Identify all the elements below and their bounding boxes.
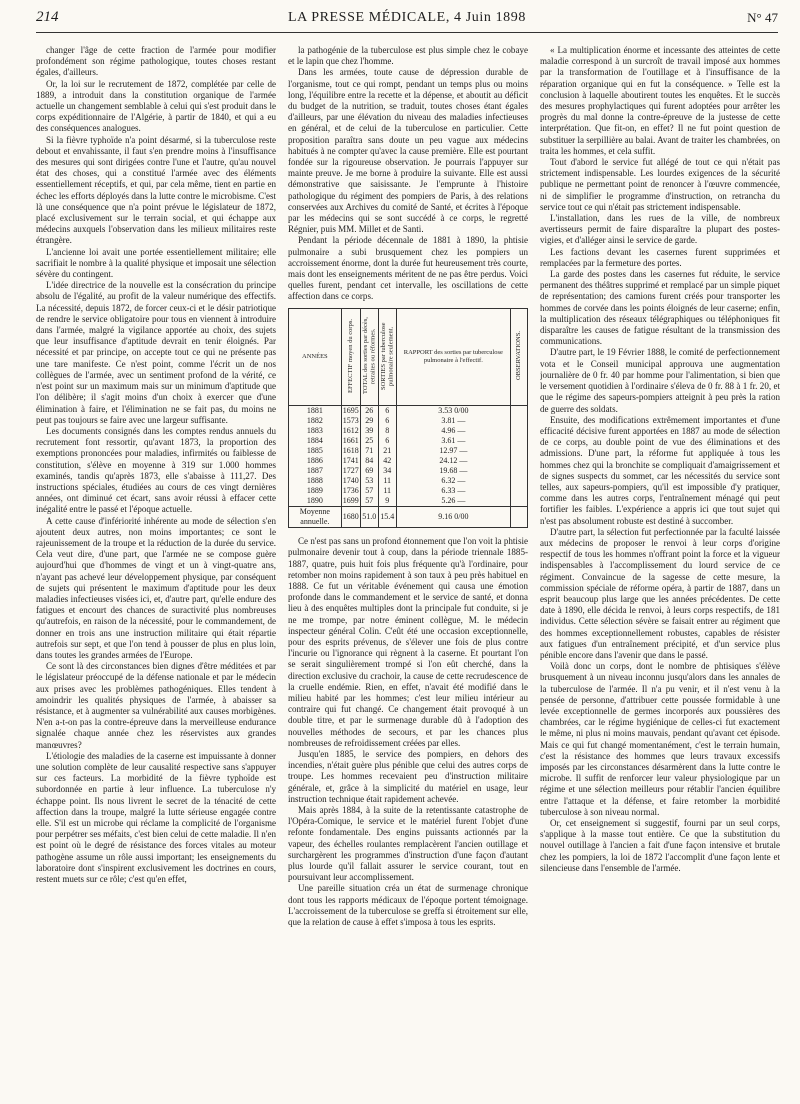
table-cell: 1727 [342,466,359,476]
table-cell: 1881 [289,406,342,417]
table-header-label: TOTAL des sorties par décès, retraites ou réformes. [361,317,377,395]
table-header-label: ANNÉES [302,353,328,361]
table-header-cell [396,308,510,406]
table-cell: 1573 [342,416,359,426]
table-cell: 11 [378,486,396,496]
paragraph: Or, cet enseignement si suggestif, fourni par un seul corps, s'applique à la masse tout entière. Ce que la substitution du nouvel outillage à l'ancien a fait d'une façon intensive et brutale chez les pompiers, la loi de 1872 l'accomplit d'une façon lente et silencieuse dans l'ensemble de l'armée. [540,818,780,873]
table-footer-cell: 51.0 [360,507,378,528]
paragraph: D'autre part, la sélection fut perfectionnée par la faculté laissée aux médecins de proposer le renvoi à leur corps d'origine respectif de tous les hommes n'offrant point la force et la vigueur indispensables à l'accomplissement du lourd service de ce régiment. Convaincue de la sagesse de cette mesure, la commission spéciale de réforme opéra, à partir de 1887, dans un esprit beaucoup plus large que les années précédentes. De cette date à 1890, elle décida le renvoi, à leurs corps respectifs, de 181 individus. Cette sélection sévère se faisait entrer au régiment que des hommes exceptionnellement robustes, capables de résister aux fatigues d'un entraînement précipité, et d'un service plus pénible encore dans l'avenir que dans le passé. [540,526,780,660]
table-row [289,436,528,446]
table-row [289,486,528,496]
table-cell: 39 [360,426,378,436]
table-cell [511,496,528,507]
page-number: 214 [36,9,59,25]
table-cell: 3.61 — [396,436,510,446]
table-cell: 1618 [342,446,359,456]
table-cell: 1889 [289,486,342,496]
table-footer-cell: 1680 [341,507,360,528]
table-header-label: RAPPORT des sorties par tuberculose pulmonaire à l'effectif. [403,349,503,364]
paragraph: Une pareille situation créa un état de surmenage chronique dont tous les rapports médicaux de l'époque portent témoignage. L'accroissement de la tuberculose se greffa si étroitement sur elle, que la relation de cause à effet s'imposa à tous les esprits. [288,883,528,928]
table-body [289,406,528,507]
paragraph: D'autre part, le 19 Février 1888, le comité de perfectionnement vota et le Conseil municipal approuva une augmentation journalière de 0 fr. 40 par homme pour l'alimentation, si bien que le versement quotidien à l'ordinaire s'éleva de 0 fr. 88 à 1 fr. 20, et que le régime des sapeurs-pompiers atteignit à peu près la ration de guerre des soldats. [540,347,780,414]
table-cell: 4.96 — [396,426,510,436]
table-header-label: OBSERVATIONS. [515,331,523,381]
table-cell: 1886 [289,456,342,466]
table-row [289,456,528,466]
table-cell: 1612 [342,426,359,436]
paragraph: Voilà donc un corps, dont le nombre de phtisiques s'élève brusquement à un niveau inconnu jusqu'alors dans les annales de la tuberculose de l'armée. Il n'a pu venir, et il n'est venu à la pensée de personne, d'attribuer cette poussée formidable à une levée exceptionnelle de germes incorporés aux poussières des chambrées, car le régime hygiénique de celles-ci fut exactement le même, ni plus ni moins mauvais, pendant qu'avant cet épisode. Mais ce qui fut changé momentanément, c'est le terrain humain, c'est la résistance des hommes que leurs travaux excessifs imposés par les circonstances désarmèrent dans la lutte contre le microbe. Il suffit de renforcer leur valeur physiologique par un régime et une sélection meilleurs pour rétablir l'ancien équilibre entre l'attaque et la défense, et faire retomber la morbidité tuberculose à son niveau normal. [540,661,780,817]
table-cell [511,406,528,417]
column-2 [288,45,528,1095]
table-cell [511,476,528,486]
table-cell: 1741 [342,456,359,466]
table-footer-cell [511,507,528,528]
column-2-before-table [288,45,528,303]
table-cell: 1882 [289,416,342,426]
table-cell: 1740 [342,476,359,486]
table-cell: 1884 [289,436,342,446]
paragraph: Dans les armées, toute cause de dépression durable de l'organisme, tout ce qui rompt, pendant un temps plus ou moins long, l'équilibre entre la recette et la dépense, et aboutit au déficit du budget de la nutrition, se traduit, toutes choses étant égales d'ailleurs, par une élévation du niveau des maladies infectieuses en général, et de celui de la tuberculose en particulier. Cette proposition paraîtra sans doute un peu vague aux médecins habitués à ne compter qu'avec la cause première. Elle est pourtant fondée sur la rigoureuse observation. Je pourrais l'appuyer sur mainte preuve. Je me borne à produire la suivante. Elle est aussi démonstrative que saisissante. Je l'emprunte à l'histoire pathologique du régiment des pompiers de Paris, à des relations conservées aux Archives du comité de Santé, et écrites à l'époque par les médecins qui se sont succédé à ce corps, le regretté Régnier, puis MM. Millet et de Santi. [288,67,528,235]
table-cell: 1736 [342,486,359,496]
table-cell: 1890 [289,496,342,507]
table-cell [511,446,528,456]
table-cell [511,416,528,426]
paragraph: Tout d'abord le service fut allégé de tout ce qui n'était pas strictement indispensable. Les lourdes exigences de la sécurité publique ne permettant point de renoncer à l'œuvre commencée, ni de simplifier le programme d'instruction, on retrancha du service tout ce qui n'était pas strictement indispensable. [540,157,780,212]
paragraph: Les factions devant les casernes furent supprimées et remplacées par la fermeture des portes. [540,246,780,268]
tuberculosis-table [288,308,528,529]
table-cell [511,486,528,496]
column-1 [36,45,276,1095]
table-cell: 84 [360,456,378,466]
table-row [289,476,528,486]
paragraph: L'ancienne loi avait une portée essentiellement militaire; elle sacrifiait le nombre à la qualité physique et imposait une sélection sévère du contingent. [36,246,276,280]
table-cell: 3.53 0/00 [396,406,510,417]
table-cell: 53 [360,476,378,486]
table-row [289,406,528,417]
journal-title: LA PRESSE MÉDICALE, 4 Juin 1898 [288,10,526,25]
table-row [289,416,528,426]
table-row [289,446,528,456]
table-cell: 11 [378,476,396,486]
table-header-cell [511,308,528,406]
paragraph: La garde des postes dans les casernes fut réduite, le service permanent des théâtres supprimé et remplacé par un simple piquet de représentation; des camions furent créés pour transporter les hommes de corvée dans les points éloignés de leur caserne; enfin, la multiplication des réseaux télégraphiques ou téléphoniques fit disparaître les causes de fatigue résultant de la transmission des communications. [540,269,780,347]
table-row [289,426,528,436]
table-row [289,496,528,507]
table-cell: 42 [378,456,396,466]
paragraph: changer l'âge de cette fraction de l'armée pour modifier profondément son régime pathologique, toutes choses restant égales, d'ailleurs. [36,45,276,78]
table-cell: 21 [378,446,396,456]
table-cell: 1695 [342,406,359,416]
paragraph: Mais après 1884, à la suite de la retentissante catastrophe de l'Opéra-Comique, le service et le matériel furent l'objet d'une refonte fondamentale. Des engins puissants actionnés par la vapeur, des échelles roulantes remplacèrent l'ancien outillage et surchargèrent les programmes d'instruction d'une façon d'autant plus lourde qu'il fallait assurer le service courant, tout en poursuivant leur accomplissement. [288,805,528,883]
table-header-cell [341,308,360,406]
table-cell: 1661 [342,436,359,446]
table-cell: 6 [378,416,396,426]
paragraph: Ce sont là des circonstances bien dignes d'être méditées et par le législateur préoccupé de la défense nationale et par le médecin aux prises avec les problèmes pathogéniques. Elles tendent à amoindrir les qualités physiques de l'armée, à abaisser sa résistance, et à augmenter sa vulnérabilité aux causes morbigènes. N'en a-t-on pas la contre-épreuve dans la merveilleuse endurance signalée chaque année chez les réservistes aux grandes manœuvres? [36,661,276,750]
column-3 [540,45,780,1095]
table-cell: 19.68 — [396,466,510,476]
table-cell: 6.32 — [396,476,510,486]
table-cell: 1885 [289,446,342,456]
table-header-cell [378,308,396,406]
table-cell: 1888 [289,476,342,486]
table-cell: 5.26 — [396,496,510,507]
table-cell [511,456,528,466]
page-header [36,6,778,32]
paragraph: L'étiologie des maladies de la caserne est impuissante à donner une solution complète de leur causalité respective sans s'appuyer sur ces facteurs. La morbidité de la fièvre typhoïde est subordonnée en partie à leur influence. La tuberculose n'y échappe point. Ils nous livrent le secret de la ténacité de cette affection dans la troupe, malgré la lutte sérieuse engagée contre elle. S'il est un microbe qui réclame la complicité de l'organisme pour perpétrer ses méfaits, c'est bien celui de cette maladie. Il n'en est point où le degré de résistance des forces vitales au moteur pathogène assume un rôle aussi important; les enseignements du laboratoire dont s'inspirent exclusivement les doctrines en cours, restent muets sur ce rôle; c'est qu'en effet, [36,750,276,885]
paragraph: L'idée directrice de la nouvelle est la consécration du principe absolu de l'égalité, au profit de la valeur numérique des effectifs. La nécessité, depuis 1872, de forcer ceux-ci et le désir patriotique de rendre le service obligatoire pour tous en viennent à introduire dans l'armée, malgré la vigilance apportée au choix, des sujets que leur insuffisance d'aptitude devrait en tenir éloignés. Par nécessité et par principe, on accepte tout ce qui ne présente pas une tare manifeste. Ce n'est point, comme l'écrit un de nos collègues de l'armée, avec un sentiment profond de la vérité, ce n'est point sur un maximum mais sur un minimum d'aptitude que l'on délibère; il s'agit moins d'un choix à exercer que d'une élimination à faire, et l'élimination ne se fait pas, du moins ne peut pas toujours se faire avec une largeur suffisante. [36,280,276,425]
table-cell [511,426,528,436]
table-footer-cell: Moyenne annuelle. [289,507,342,528]
paragraph: « La multiplication énorme et incessante des atteintes de cette maladie correspond à un surcroît de travail imposé aux hommes par la transformation de l'outillage et à l'insuffisance de la réparation organique qui en fut la conséquence. » Telle est la conclusion à laquelle aboutirent toutes les enquêtes. Et le succès des mesures prophylactiques qui furent adoptées pour arrêter les progrès du mal donne la contre-épreuve de la justesse de cette interprétation. Que fit-on, en effet? Il ne fut point question de substituer la serpillière au balai. Avant de traiter les chambrées, on traita les hommes, et cela suffit. [540,45,780,156]
table-cell: 1887 [289,466,342,476]
table-footer-cell: 15.4 [378,507,396,528]
paragraph: A cette cause d'infériorité inhérente au mode de sélection s'en ajoutent deux autres, non moins importantes; ce sont le rajeunissement de la troupe et la réduction de la durée du service. Cela veut dire, d'une part, que l'armée ne se compose guère aujourd'hui que d'hommes de vingt et un à vingt-quatre ans, n'ayant pas achevé leur développement physique, par conséquent de sujets qui présentent le maximum d'aptitude pour les deux maladies infectieuses visées ici, et, d'autre part, qu'elle endure des fatigues et encourt des chances de suractivité plus nombreuses qu'autrefois, en raison de la nécessité, pour le commandement, de donner en trois ans une instruction militaire qui était répartie autrefois sur sept, et que l'on tend à pousser de plus en plus loin, dans toutes les grandes armées de l'Europe. [36,515,276,660]
table-cell: 6 [378,406,396,417]
issue-number: N° 47 [747,10,778,25]
table-header-label: SORTIES par tuberculose pulmonaire seulement. [379,321,395,390]
paragraph: Ensuite, des modifications extrêmement importantes et d'une efficacité décisive furent apportées en 1887 au mode de sélection de ce corps, au double point de vue des éliminations et des admissions. D'une part, la réforme fut appliquée à tous les hommes chez qui la bronchite se compliquait d'amaigrissement et de signes suspects du sommet, car les nécessités du service sont telles, aux sapeurs-pompiers, qu'il est impossible d'y pratiquer, comme dans les autres corps, l'entraînement ménagé qui peut fortifier les faibles. L'expérience a appris ici que tout sujet qui n'est pas absolument robuste est destiné à succomber. [540,414,780,526]
table-cell: 12.97 — [396,446,510,456]
header-rule [36,32,778,33]
table-cell: 69 [360,466,378,476]
table-footer-cell: 9.16 0/00 [396,507,510,528]
table-cell: 71 [360,446,378,456]
paragraph: L'installation, dans les rues de la ville, de nombreux avertisseurs permit de faire disparaître la plupart des postes-vigies, et d'alléger ainsi le service de garde. [540,213,780,246]
table-cell: 9 [378,496,396,507]
paragraph: Pendant la période décennale de 1881 à 1890, la phtisie pulmonaire a subi brusquement chez les pompiers un accroissement énorme, dont la durée fut heureusement très courte, mais dont les enseignements méritent de ne pas être perdus. Voici quelles furent, pendant cet intervalle, les oscillations de cette affection dans ce corps. [288,235,528,302]
paragraph: Jusqu'en 1885, le service des pompiers, en dehors des incendies, n'était guère plus pénible que celui des autres corps de troupe. Les hommes recevaient peu d'instruction militaire générale, et, grâce à la simplicité du matériel en usage, leur instruction technique était rapidement achevée. [288,749,528,804]
table-cell: 34 [378,466,396,476]
table-footer-row [289,507,528,528]
table-cell: 57 [360,486,378,496]
table-cell: 26 [360,406,378,417]
table-cell [511,436,528,446]
column-2-after-table [288,536,528,928]
table-header-cell [289,308,342,406]
table-cell [511,466,528,476]
paragraph: Les documents consignés dans les comptes rendus annuels du recrutement font ressortir, qu'avant 1873, la proportion des exemptions prononcées pour maladies, infirmités ou faiblesse de constitution, s'élève en moyenne à 319 sur 1.000 hommes examinés, tandis qu'après 1873, elle s'abaisse à 111,27. Des instructions spéciales, étudiées au cours de ces vingt dernières années, ont diminué cet écart, sans avoir réussi à effacer cette inégalité entre le passé et l'époque actuelle. [36,425,276,515]
table-header-cell [360,308,378,406]
table-cell: 6.33 — [396,486,510,496]
table-cell: 29 [360,416,378,426]
table-header-label: EFFECTIF moyen du corps. [346,318,354,393]
table-cell: 1883 [289,426,342,436]
table-cell: 3.81 — [396,416,510,426]
paragraph: Si la fièvre typhoïde n'a point désarmé, si la tuberculose reste debout et envahissante, il faut s'en prendre moins à l'insuffisance des mesures qui sont dirigées contre l'une et l'autre, qu'au nouvel état des choses, qui a constitué l'armée avec des éléments essentiellement réceptifs, et qui, par cela même, tient en partie en échec les efforts déployés dans la lutte contre le microbisme. C'est là une conséquence que n'a point prévue le législateur de 1872, placé exclusivement sur le terrain social, et qui échappe aux médecins auxquels l'observation dans les milieux militaires reste étrangère. [36,134,276,246]
table-row [289,466,528,476]
table-cell: 57 [360,496,378,507]
paragraph: Ce n'est pas sans un profond étonnement que l'on voit la phtisie pulmonaire devenir tout à coup, dans la période triennale 1885-1887, quatre, puis huit fois plus fréquente qu'à l'ordinaire, pour retomber non moins rapidement à son taux à peu près habituel en 1888. Ce fut un véritable événement qui causa une émotion profonde dans le commandement et le service de santé, et donna lieu à des enquêtes multiples dont la principale fut conduite, si je ne me trompe, par notre éminent collègue, M. le médecin inspecteur général Colin. C'eût été une occasion exceptionnelle, pour des esprits prévenus, de s'élever une fois de plus contre l'incurie ou l'ignorance qui règnent à la caserne. Et pourtant l'on se serait singulièrement trompé si l'on eût cherché, dans la direction exclusive du crachoir, la cause de cette recrudescence de la cruelle endémie. Rien, en effet, n'avait été modifié dans le milieu habité par les hommes; c'est leur milieu intérieur au contraire qui fut changé. Ce changement était provoqué à un double titre, et par le surmenage durable dû à l'adoption des nouvelles méthodes de secours, et par les chances plus nombreuses de refroidissement créées par elles. [288,536,528,748]
paragraph: Or, la loi sur le recrutement de 1872, complétée par celle de 1889, a introduit dans la constitution organique de l'armée actuelle un changement semblable à celui qui s'est produit dans le corps expéditionnaire de l'Algérie, à partir de 1840, et qui a eu des conséquences analogues. [36,78,276,134]
table-header-row [289,308,528,406]
paragraph: la pathogénie de la tuberculose est plus simple chez le cobaye et le lapin que chez l'homme. [288,45,528,67]
table-cell: 8 [378,426,396,436]
table-cell: 24.12 — [396,456,510,466]
table-cell: 6 [378,436,396,446]
table-cell: 25 [360,436,378,446]
table-cell: 1699 [342,496,359,506]
